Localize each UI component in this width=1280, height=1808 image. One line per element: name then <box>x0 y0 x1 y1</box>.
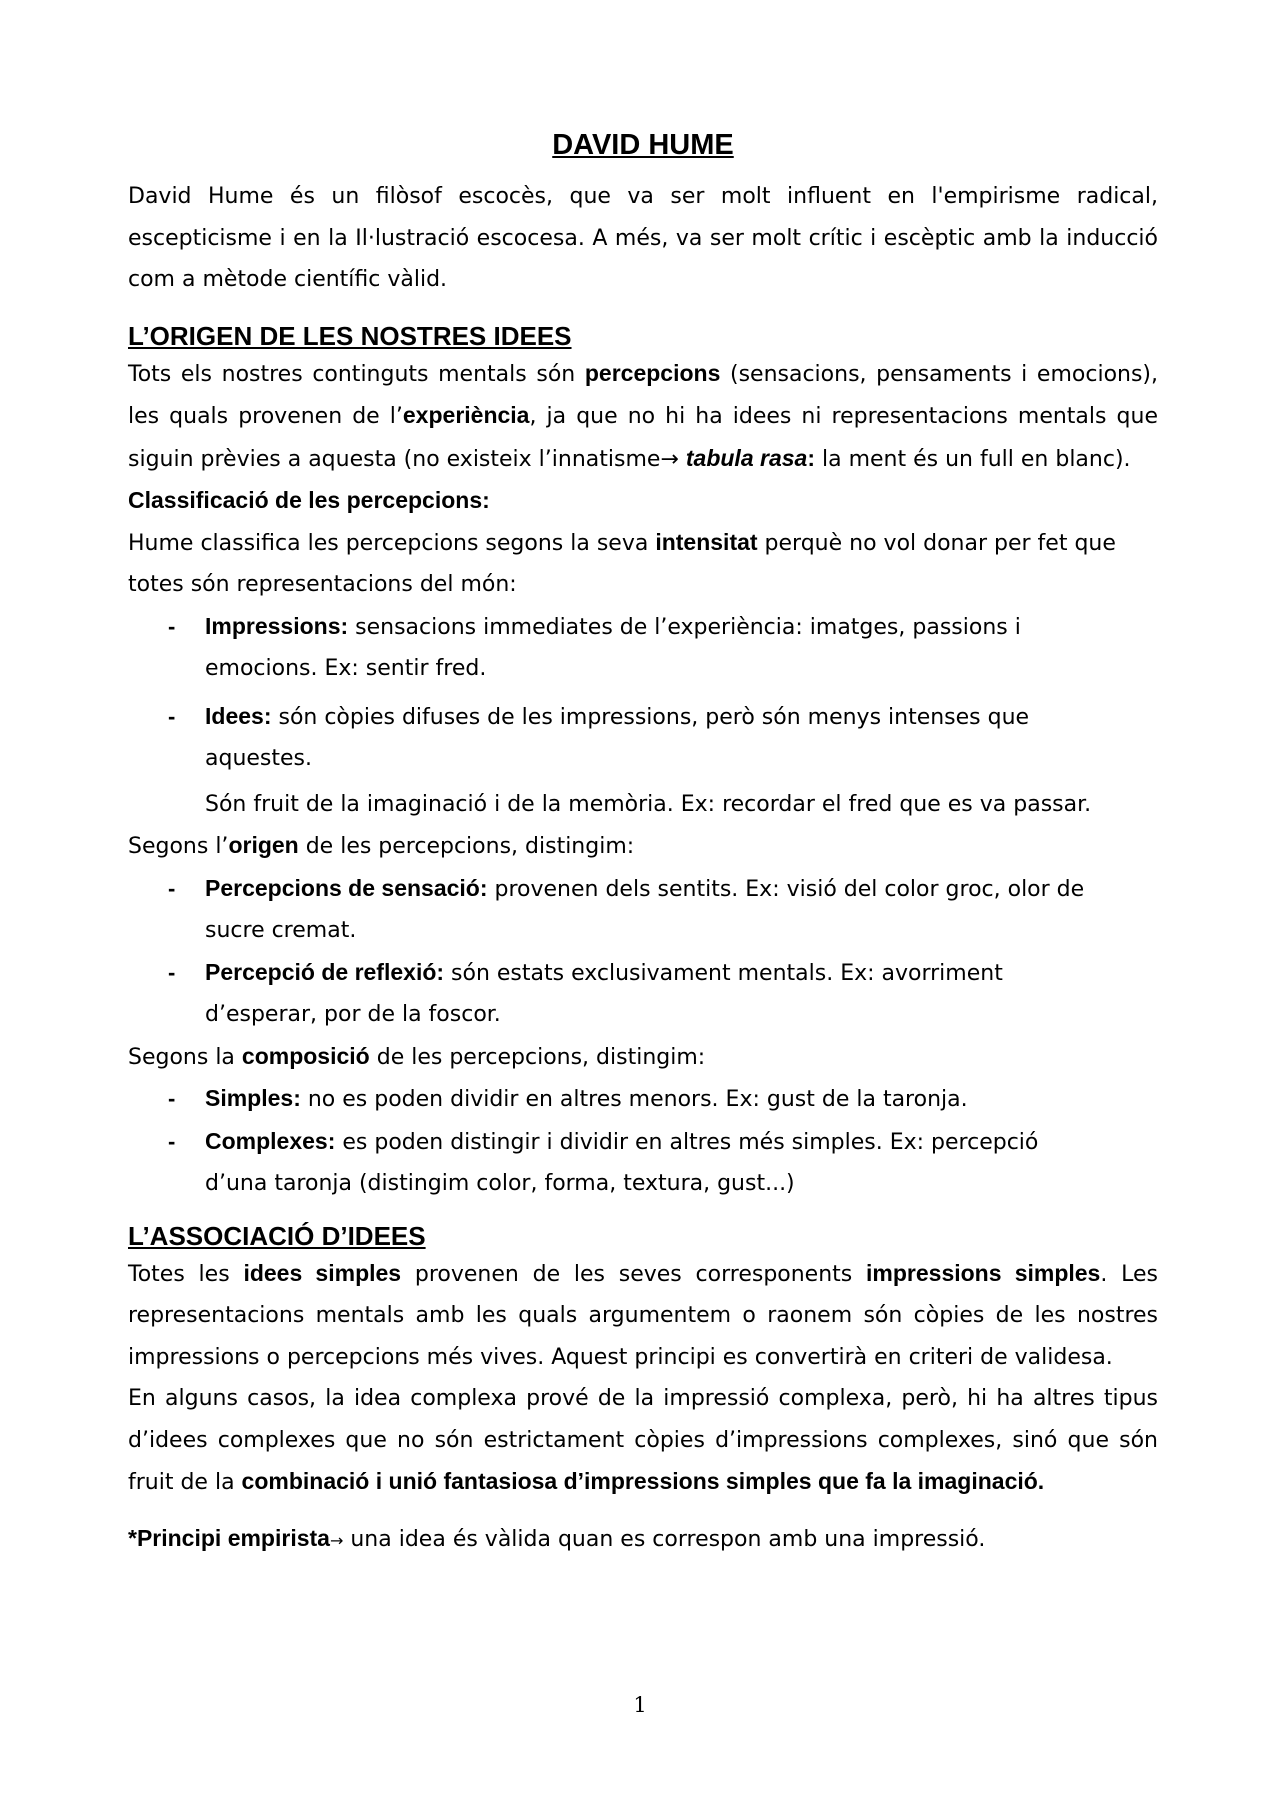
list-item: - Complexes: es poden distingir i dividir en altres més simples. Ex: percepció d’una taronja (distingim color, forma, textura, gust...) <box>168 1127 1039 1196</box>
origin-list <box>128 868 1158 1036</box>
section-heading-origen: L’ORIGEN DE LES NOSTRES IDEES <box>128 320 572 351</box>
intensity-list <box>128 606 1158 780</box>
perceptions-paragraph: Tots els nostres continguts mentals són percepcions (sensacions, pensaments i emocions), les quals provenen de l’experiència, ja que no hi ha idees ni representacions mentals que siguin prèvies a aquesta (no existeix l’innatisme→ tabula rasa: la ment és un full en blanc). <box>128 359 1159 472</box>
composition-paragraph: Segons la composició de les percepcions, distingim: <box>128 1042 706 1070</box>
origin-paragraph: Segons l’origen de les percepcions, distingim: <box>128 832 635 859</box>
page-number: 1 <box>633 1693 647 1717</box>
list-item: - Simples: no es poden dividir en altres menors. Ex: gust de la taronja. <box>168 1085 968 1112</box>
idees-continuation: Són fruit de la imaginació i de la memòria. Ex: recordar el fred que es va passar. <box>205 791 1092 817</box>
list-item: - Percepcions de sensació: provenen dels sentits. Ex: visió del color groc, olor de sucre cremat. <box>168 874 1085 943</box>
complex-ideas-paragraph: En alguns casos, la idea complexa prové de la impressió complexa, però, hi ha altres tipus d’idees complexes que no són estrictament còpies d’impressions complexes, sinó que són fruit de la combinació i unió fantasiosa d’impressions simples que fa la imaginació. <box>128 1386 1158 1495</box>
empiricist-principle-note: *Principi empirista→ una idea és vàlida quan es correspon amb una impressió. <box>128 1524 986 1552</box>
document-page <box>128 128 1158 1561</box>
section-heading-associacio: L’ASSOCIACIÓ D’IDEES <box>128 1220 426 1251</box>
page-title: DAVID HUME <box>552 129 734 161</box>
intro-paragraph: David Hume és un filòsof escocès, que va ser molt influent en l'empirisme radical, escepticisme i en la Il·lustració escocesa. A més, va ser molt crític i escèptic amb la inducció com a mètode científic vàlid. <box>128 184 1158 292</box>
composition-list <box>128 1078 1158 1205</box>
right-arrow-icon: → <box>329 1530 344 1550</box>
classification-heading: Classificació de les percepcions: <box>128 487 490 513</box>
list-item: - Percepció de reflexió: són estats exclusivament mentals. Ex: avorriment d’esperar, por de la foscor. <box>168 958 1003 1027</box>
intensity-paragraph: Hume classifica les percepcions segons la seva intensitat perquè no vol donar per fet que totes són representacions del món: <box>128 528 1116 597</box>
list-item: - Idees: són còpies difuses de les impressions, però són menys intenses que aquestes. <box>168 702 1030 771</box>
list-item: - Impressions: sensacions immediates de l’experiència: imatges, passions i emocions. Ex: sentir fred. <box>168 612 1021 681</box>
simple-ideas-paragraph: Totes les idees simples provenen de les seves corresponents impressions simples. Les representacions mentals amb les quals argumentem o raonem són còpies de les nostres impressions o percepcions més vives. Aquest principi es convertirà en criteri de validesa. <box>128 1259 1158 1370</box>
